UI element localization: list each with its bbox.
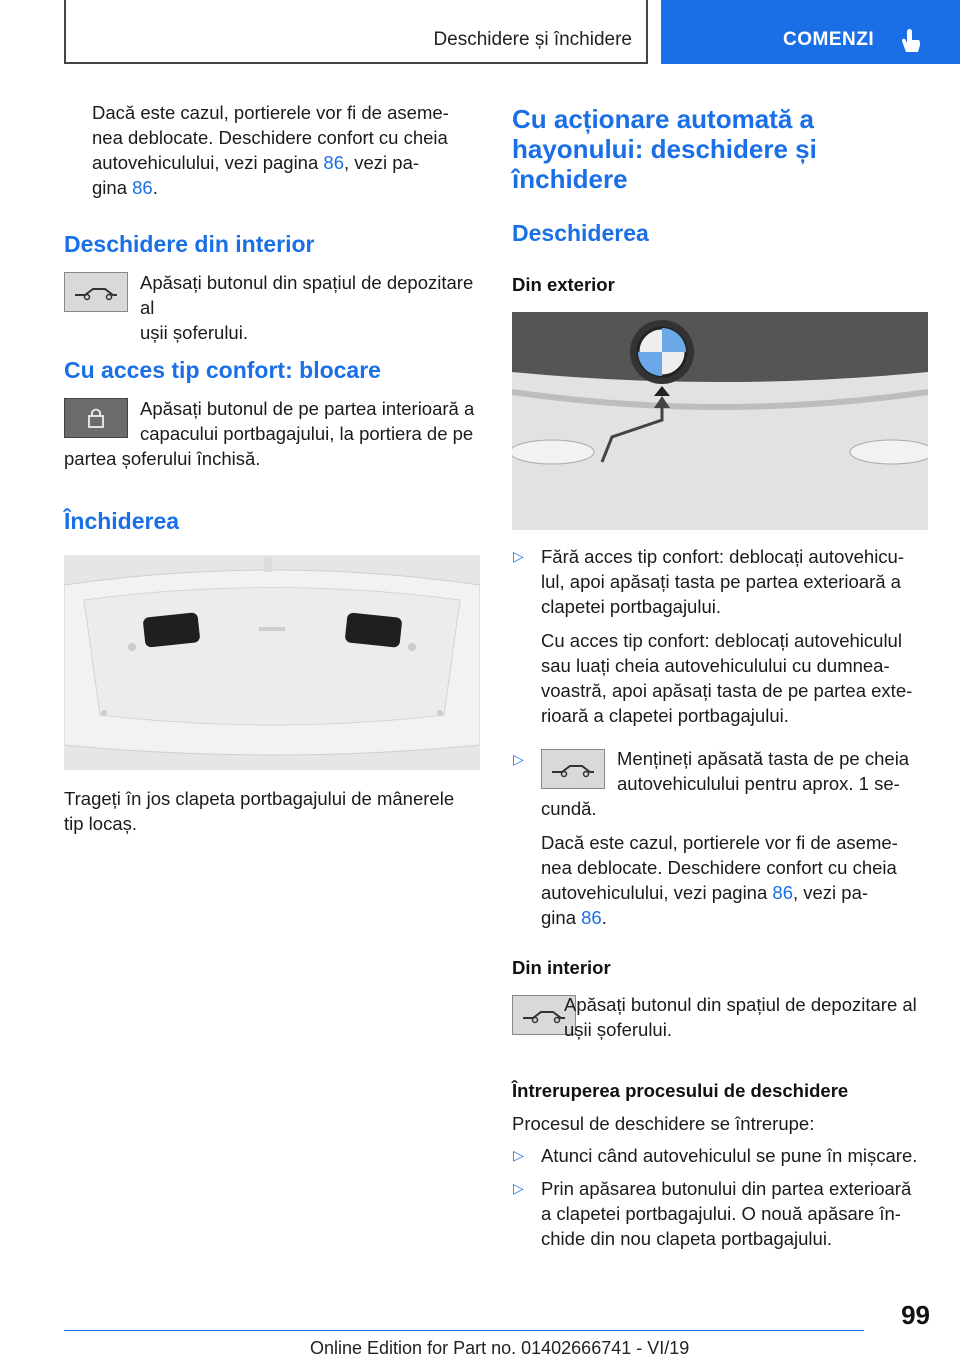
footer-divider [64,1330,864,1331]
heading-intrerupere: Întreruperea procesului de deschidere [512,1080,849,1101]
text-line: gina 86. [541,907,607,928]
heading-line: închidere [512,164,628,194]
section-title: Deschidere și închidere [433,29,632,50]
bullet-marker: ▷ [513,1180,524,1196]
text-line: chide din nou clapeta portbagajului. [541,1228,833,1249]
text-line: autovehiculului pentru aprox. 1 se‐ [617,773,900,794]
text-line: Cu acces tip confort: deblocați autovehiculul [541,630,902,651]
text-line: lul, apoi apăsați tasta pe partea exterioară a [541,571,901,592]
text-line: autovehiculului, vezi pagina 86, vezi pa‐ [92,152,420,173]
heading-acces-confort: Cu acces tip confort: blocare [64,357,381,383]
intro-paragraph [92,100,482,200]
bullet-marker: ▷ [513,751,524,767]
hand-pointer-icon [898,27,922,55]
text-line: partea șoferului închisă. [64,448,261,469]
footer-edition: Online Edition for Part no. 01402666741 - VI/19 [310,1338,690,1358]
text-line: Apăsați butonul din spațiul de depozitare al [564,994,917,1015]
text-line: Dacă este cazul, portierele vor fi de aseme‐ [92,102,449,123]
din-interior-instruction [564,992,944,1042]
bullet-marker: ▷ [513,548,524,564]
tab-label: COMENZI [783,29,875,50]
page-link[interactable]: 86 [772,882,793,903]
text-line: clapetei portbagajului. [541,596,721,617]
bullet-miscare: Atunci când autovehiculul se pune în mișcare. [541,1145,918,1166]
intrerupere-intro: Procesul de deschidere se întrerupe: [512,1113,815,1134]
trunk-lid-interior-photo [64,555,480,770]
text-line: nea deblocate. Deschidere confort cu cheia [92,127,448,148]
page-link[interactable]: 86 [132,177,153,198]
text-line: Mențineți apăsată tasta de pe cheia [617,748,910,769]
text-line: Dacă este cazul, portierele vor fi de aseme‐ [541,832,898,853]
inchidere-instruction [64,786,484,836]
heading-inchiderea: Închiderea [64,508,180,534]
heading-line: hayonului: deschidere și [512,134,817,164]
heading-din-exterior: Din exterior [512,274,615,295]
heading-deschiderea: Deschiderea [512,220,649,246]
page-number: 99 [901,1300,930,1330]
trunk-exterior-photo [512,312,928,530]
page-link[interactable]: 86 [323,152,344,173]
page-link[interactable]: 86 [581,907,602,928]
heading-line: Cu acționare automată a [512,104,814,134]
tab-comenzi[interactable] [661,0,960,64]
text-line: cundă. [541,798,597,819]
text-line: Apăsați butonul din spațiul de depozitare al [140,272,474,318]
text-line: autovehiculului, vezi pagina 86, vezi pa‐ [541,882,869,903]
text-line: Prin apăsarea butonului din partea exterioară [541,1178,912,1199]
bullet-marker: ▷ [513,1147,524,1163]
bullet-fara-confort [541,544,931,728]
text-line: gina 86. [92,177,158,198]
text-line: tip locaș. [64,813,138,834]
text-line: ușii șoferului. [564,1019,672,1040]
confort-instruction [64,396,484,471]
heading-deschidere-interior: Deschidere din interior [64,231,315,257]
text-line: nea deblocate. Deschidere confort cu cheia [541,857,897,878]
text-line: voastră, apoi apăsați tasta de pe partea exte‐ [541,680,913,701]
heading-actionare-automata [512,104,932,194]
heading-din-interior: Din interior [512,957,611,978]
bullet-cheie [541,746,931,930]
text-line: Trageți în jos clapeta portbagajului de mânerele [64,788,455,809]
trunk-button-icon [64,272,128,312]
text-line: ușii șoferului. [140,322,248,343]
bullet-apasare [541,1176,936,1251]
text-line: sau luați cheia autovehiculului cu dumnea‐ [541,655,890,676]
text-line: Apăsați butonul de pe partea interioară a [140,398,475,419]
text-line: capacului portbagajului, la portiera de pe [140,423,474,444]
header-section [64,0,648,64]
interior-instruction [140,270,485,345]
text-line: rioară a clapetei portbagajului. [541,705,789,726]
text-line: Fără acces tip confort: deblocați autovehicu‐ [541,546,904,567]
text-line: a clapetei portbagajului. O nouă apăsare în‐ [541,1203,901,1224]
